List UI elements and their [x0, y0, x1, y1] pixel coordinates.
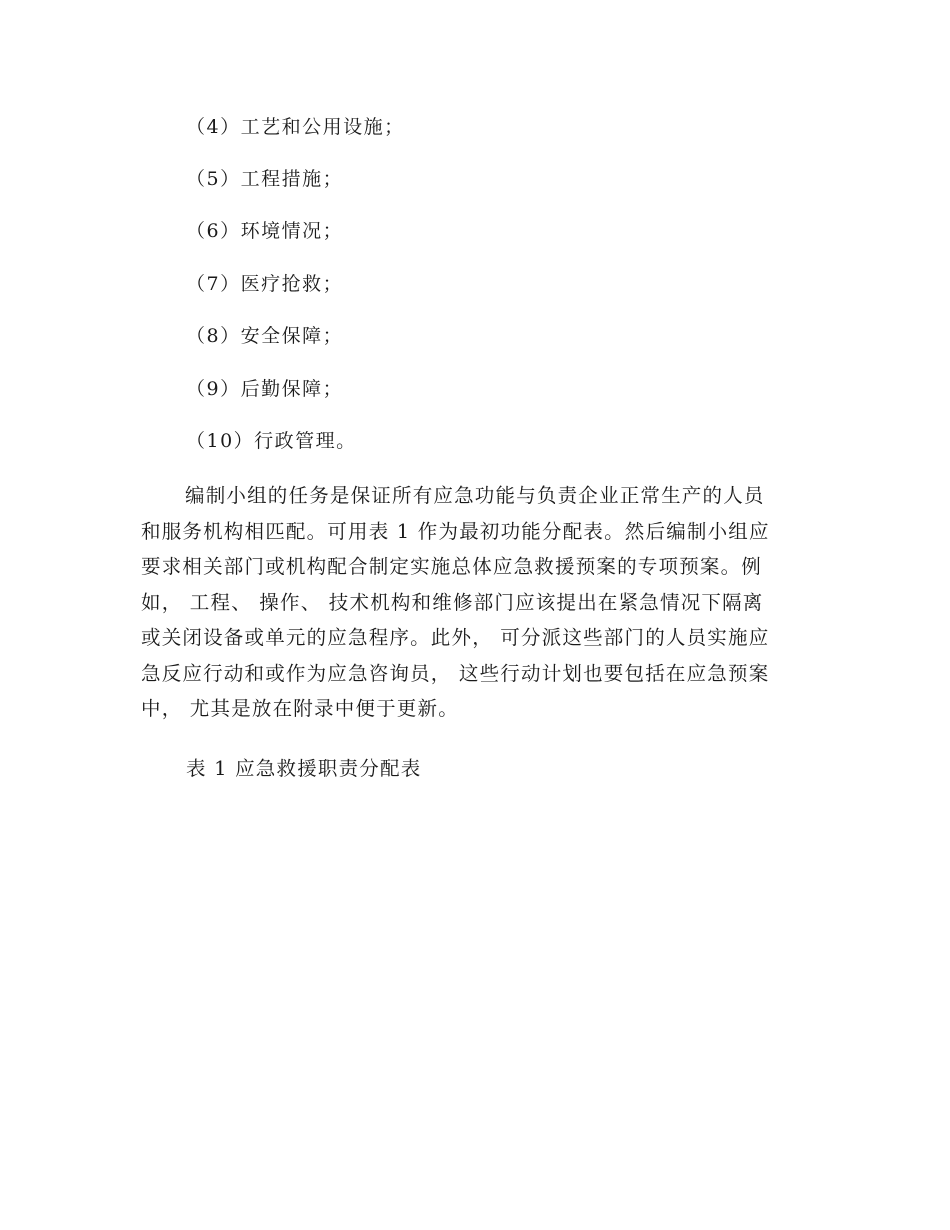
paragraph-line: 要求相关部门或机构配合制定实施总体应急救援预案的专项预案。例 [141, 555, 763, 578]
list-item-4: （4）工艺和公用设施； [186, 116, 405, 138]
list-item-9: （9）后勤保障； [186, 378, 344, 400]
list-item-8: （8）安全保障； [186, 325, 344, 347]
paragraph-line: 中， 尤其是放在附录中便于更新。 [141, 697, 459, 720]
paragraph-line: 和服务机构相匹配。可用表 1 作为最初功能分配表。然后编制小组应 [141, 519, 770, 543]
paragraph-line: 或关闭设备或单元的应急程序。此外， 可分派这些部门的人员实施应 [141, 626, 770, 649]
list-item-5: （5）工程措施； [186, 168, 344, 190]
paragraph-line: 编制小组的任务是保证所有应急功能与负责企业正常生产的人员 [185, 484, 765, 507]
paragraph-line: 如， 工程、 操作、 技术机构和维修部门应该提出在紧急情况下隔离 [141, 590, 764, 614]
paragraph-line: 急反应行动和或作为应急咨询员， 这些行动计划也要包括在应急预案 [141, 661, 770, 685]
list-item-10: （10）行政管理。 [186, 430, 357, 452]
table-caption: 表 1 应急救援职责分配表 [186, 757, 422, 780]
list-item-6: （6）环境情况； [186, 220, 344, 242]
body-paragraph [141, 478, 807, 727]
list-item-7: （7）医疗抢救； [186, 273, 344, 295]
